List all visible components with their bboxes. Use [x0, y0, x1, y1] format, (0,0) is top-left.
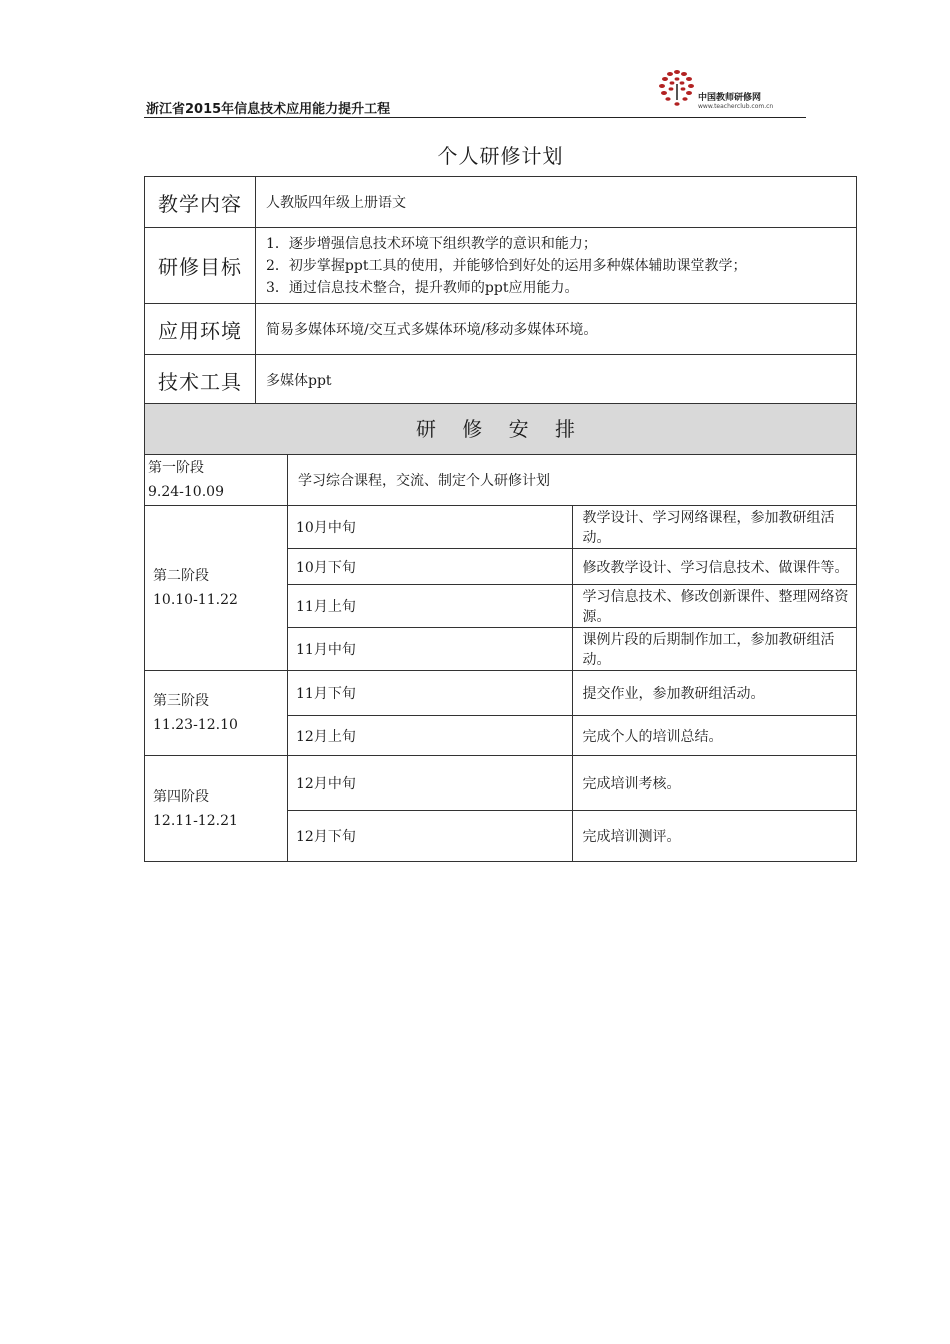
goal-item: 2．初步掌握ppt工具的使用，并能够恰到好处的运用多种媒体辅助课堂教学； [266, 257, 747, 274]
task-cell: 完成培训考核。 [572, 756, 857, 811]
value-tools: 多媒体ppt [256, 355, 857, 406]
task-cell: 学习信息技术、修改创新课件、整理网络资源。 [572, 585, 857, 628]
table-row [145, 455, 857, 506]
phase-name: 第一阶段 [148, 460, 204, 476]
value-goals [256, 228, 857, 304]
header-rule [144, 117, 806, 118]
table-row [145, 506, 857, 549]
phase-name: 第三阶段 [153, 693, 209, 709]
goal-item: 1．逐步增强信息技术环境下组织教学的意识和能力； [266, 235, 597, 252]
task-cell: 教学设计、学习网络课程，参加教研组活动。 [572, 506, 857, 549]
info-row-tools [145, 355, 857, 406]
phase-cell [145, 506, 288, 671]
phase-name: 第二阶段 [153, 568, 209, 584]
period-cell: 12月下旬 [288, 811, 573, 862]
info-row-goals [145, 228, 857, 304]
info-table [144, 176, 857, 406]
task-cell: 提交作业，参加教研组活动。 [572, 671, 857, 716]
header-title: 浙江省2015年信息技术应用能力提升工程 [146, 102, 391, 117]
teacherclub-logo [656, 64, 806, 114]
logo-text: 中国教师研修网 [698, 93, 762, 103]
logo-flower-icon [656, 64, 698, 112]
period-cell: 10月中旬 [288, 506, 573, 549]
phase-dates: 11.23-12.10 [153, 717, 238, 733]
page-header [144, 62, 806, 118]
phase-dates: 10.10-11.22 [153, 592, 238, 608]
logo-url: www.teacherclub.com.cn [698, 103, 774, 110]
table-row [145, 756, 857, 811]
phase-cell [145, 756, 288, 862]
task-cell: 课例片段的后期制作加工，参加教研组活动。 [572, 628, 857, 671]
value-content: 人教版四年级上册语文 [256, 177, 857, 228]
label-environment: 应用环境 [145, 304, 256, 355]
label-content: 教学内容 [145, 177, 256, 228]
schedule-table [144, 454, 857, 862]
period-cell: 12月上旬 [288, 716, 573, 756]
period-cell: 11月下旬 [288, 671, 573, 716]
phase-dates: 12.11-12.21 [153, 812, 238, 829]
label-goals: 研修目标 [145, 228, 256, 304]
document-title: 个人研修计划 [437, 144, 564, 168]
period-cell: 10月下旬 [288, 549, 573, 585]
task-cell: 完成培训测评。 [572, 811, 857, 862]
period-cell: 11月上旬 [288, 585, 573, 628]
goal-item: 3．通过信息技术整合，提升教师的ppt应用能力。 [266, 279, 579, 296]
label-tools: 技术工具 [145, 355, 256, 406]
info-row-environment [145, 304, 857, 355]
task-cell: 完成个人的培训总结。 [572, 716, 857, 756]
period-cell: 12月中旬 [288, 756, 573, 811]
task-cell: 学习综合课程，交流、制定个人研修计划 [288, 455, 857, 506]
schedule-heading: 研 修 安 排 [144, 403, 857, 455]
table-row [145, 671, 857, 716]
phase-name: 第四阶段 [153, 788, 209, 805]
task-cell: 修改教学设计、学习信息技术、做课件等。 [572, 549, 857, 585]
period-cell: 11月中旬 [288, 628, 573, 671]
phase-cell [145, 455, 288, 506]
phase-cell [145, 671, 288, 756]
value-environment: 简易多媒体环境/交互式多媒体环境/移动多媒体环境。 [256, 304, 857, 355]
phase-dates: 9.24-10.09 [148, 484, 224, 500]
info-row-content [145, 177, 857, 228]
